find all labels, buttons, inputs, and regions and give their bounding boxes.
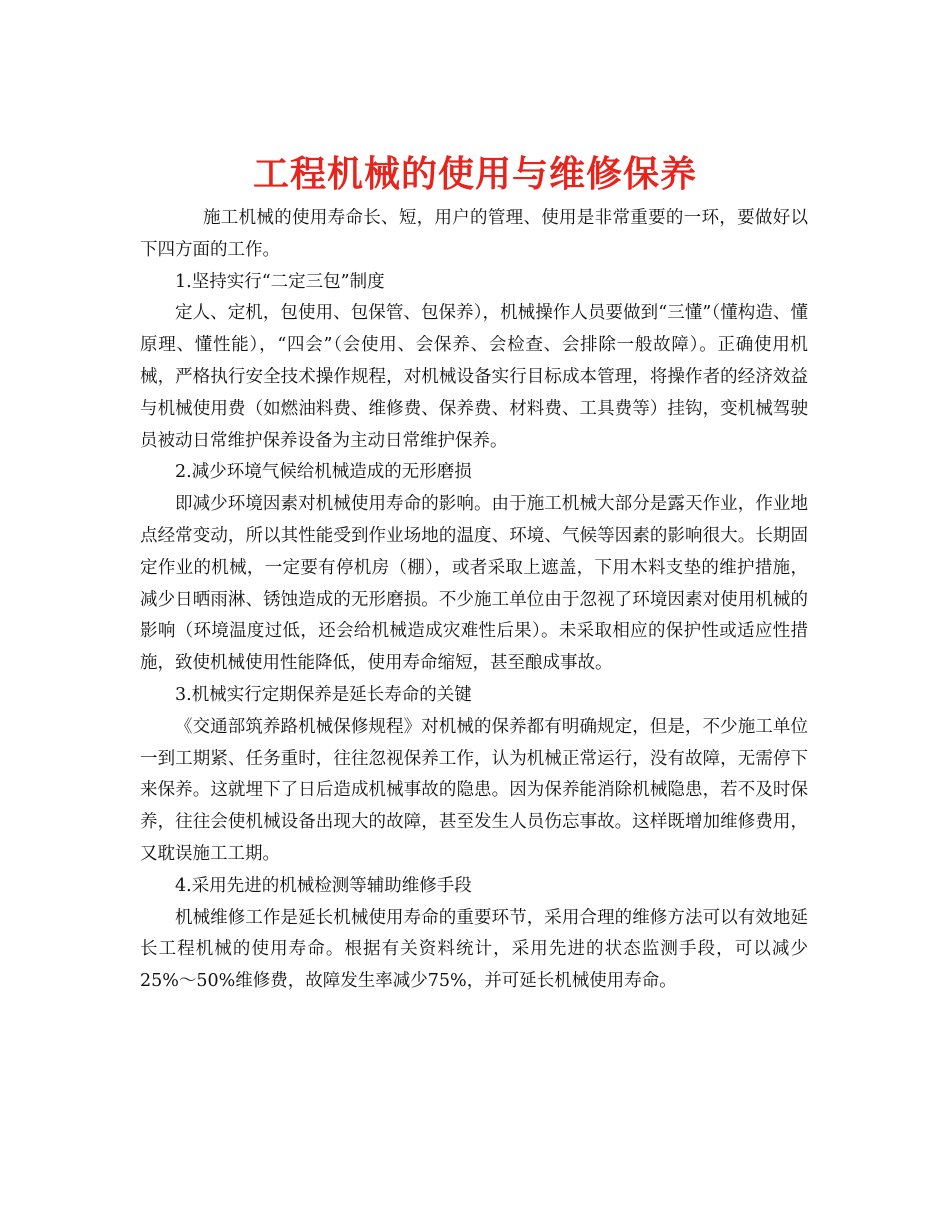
document-title: 工程机械的使用与维修保养 [252,153,697,196]
section-heading-4: 4.采用先进的机械检测等辅助维修手段 [175,875,472,896]
intro-paragraph: 施工机械的使用寿命长、短，用户的管理、使用是非常重要的一环，要做好以下四方面的工作。 [140,208,808,260]
section-heading-1: 1.坚持实行“二定三包”制度 [175,271,385,292]
section-paragraph-2: 即减少环境因素对机械使用寿命的影响。由于施工机械大部分是露天作业，作业地点经常变动，所以其性能受到作业场地的温度、环境、气候等因素的影响很大。长期固定作业的机械，一定要有停机房（棚），或者采取上遮盖，下用木料支垫的维护措施，减少日晒雨淋、锈蚀造成的无形磨损。不少施工单位由于忽视了环境因素对使用机械的影响（环境温度过低，还会给机械造成灾难性后果）。未采取相应的保护性或适应性措施，致使机械使用性能降低，使用寿命缩短，甚至酿成事故。 [140,494,808,674]
section-paragraph-4: 机械维修工作是延长机械使用寿命的重要环节，采用合理的维修方法可以有效地延长工程机械的使用寿命。根据有关资料统计，采用先进的状态监测手段，可以减少25%～50%维修费，故障发生率减少75%，并可延长机械使用寿命。 [140,907,808,992]
section-paragraph-1: 定人、定机，包使用、包保管、包保养），机械操作人员要做到“三懂”（懂构造、懂原理、懂性能），“四会”（会使用、会保养、会检查、会排除一般故障）。正确使用机械，严格执行安全技术操作规程，对机械设备实行目标成本管理，将操作者的经济效益与机械使用费（如燃油料费、维修费、保养费、材料费、工具费等）挂钩，变机械驾驶员被动日常维护保养设备为主动日常维护保养。 [140,303,808,451]
section-heading-2: 2.减少环境气候给机械造成的无形磨损 [175,462,472,483]
section-paragraph-3: 《交通部筑养路机械保修规程》对机械的保养都有明确规定，但是，不少施工单位一到工期紧、任务重时，往往忽视保养工作，认为机械正常运行，没有故障，无需停下来保养。这就埋下了日后造成机械事故的隐患。因为保养能消除机械隐患，若不及时保养，往往会使机械设备出现大的故障，甚至发生人员伤忘事故。这样既增加维修费用，又耽误施工工期。 [140,716,808,864]
section-heading-3: 3.机械实行定期保养是延长寿命的关键 [175,684,472,705]
document-body [140,203,808,998]
